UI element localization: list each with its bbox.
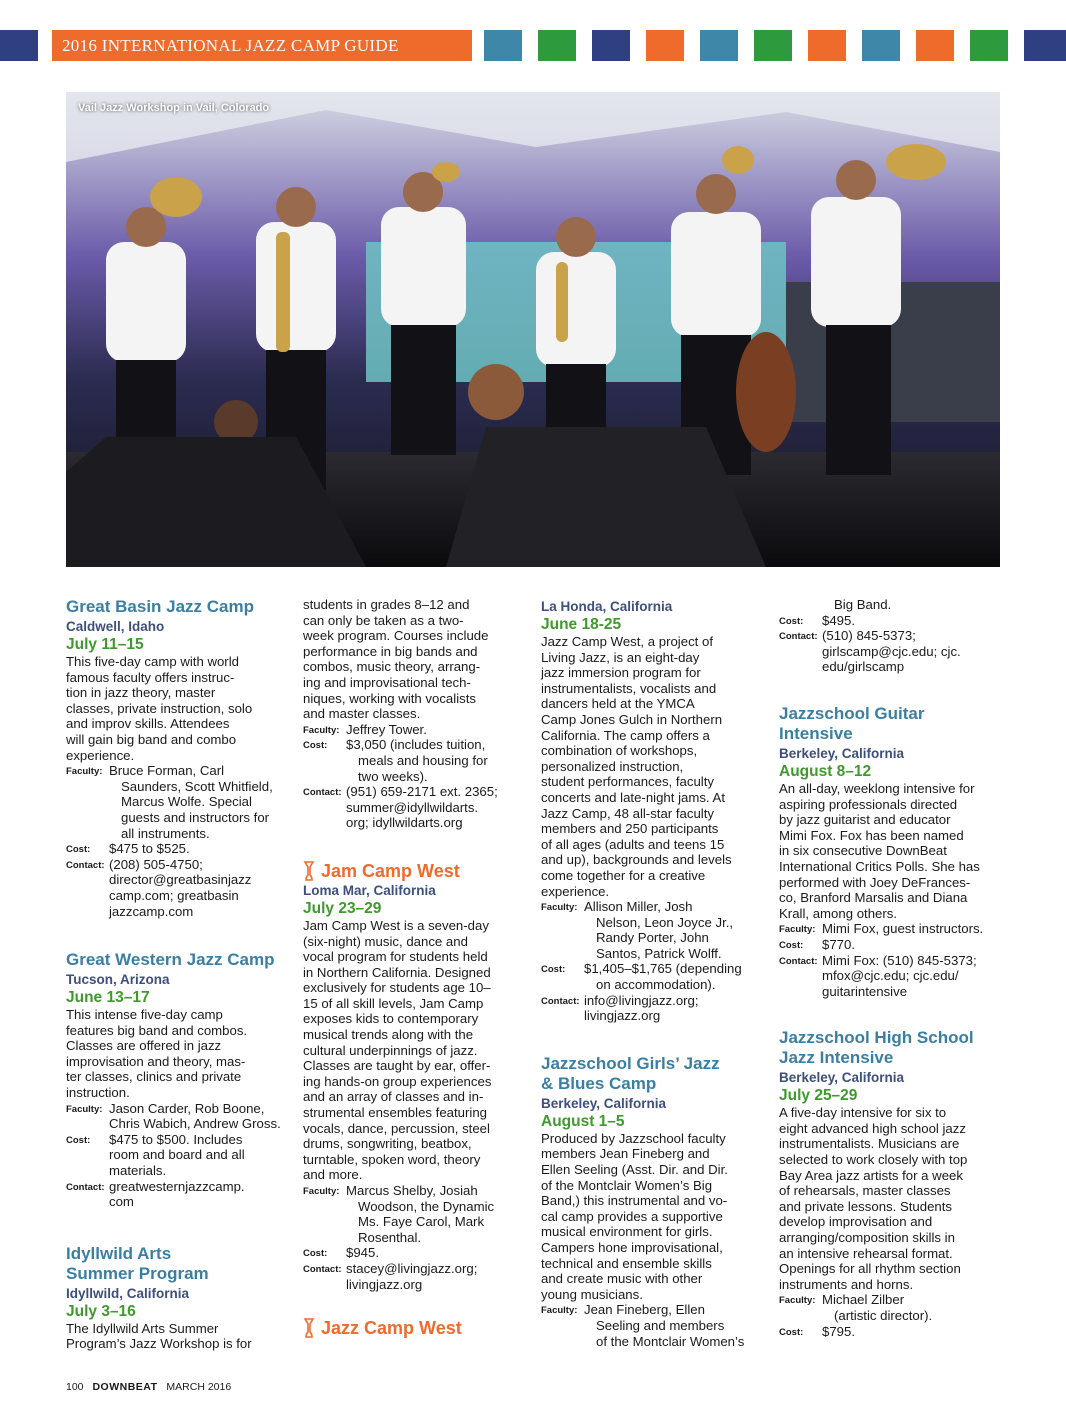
text-line: livingjazz.org — [584, 1008, 661, 1024]
text-line: Ellen Seeling (Asst. Dir. and Dir. — [541, 1162, 728, 1178]
text-line: dancers held at the YMCA — [541, 696, 695, 712]
text-line: performed with Joey DeFrances- — [779, 874, 971, 890]
text-line: selected to work closely with top — [779, 1152, 968, 1168]
spacer — [779, 999, 1001, 1028]
camp-location: Idyllwild, California — [66, 1285, 190, 1301]
text-line: Michael Zilber — [822, 1292, 905, 1308]
text-line: eight advanced high school jazz — [779, 1120, 966, 1136]
jazz-band-illustration — [66, 92, 1000, 567]
text-line: arranging/composition skills in — [779, 1230, 955, 1246]
text-line: (951) 659-2171 ext. 2365; — [346, 784, 498, 800]
text-line: Seeling and members — [596, 1317, 725, 1333]
text-line: Produced by Jazzschool faculty — [541, 1130, 726, 1146]
camp-location: Loma Mar, California — [303, 882, 436, 898]
text-line: vocals, dance, percussion, steel — [303, 1120, 490, 1136]
text-line: in Northern California. Designed — [303, 964, 491, 980]
text-line: exposes kids to contemporary — [303, 1011, 479, 1027]
page-footer — [66, 1381, 231, 1393]
camp-dates: June 18-25 — [541, 616, 622, 633]
text-line: Ms. Faye Carol, Mark — [358, 1214, 485, 1230]
text-line: (208) 505-4750; — [109, 856, 203, 872]
camp-name: Intensive — [779, 723, 853, 743]
camp-dates: August 1–5 — [541, 1112, 625, 1130]
text-line: Allison Miller, Josh — [584, 899, 693, 915]
camp-description — [66, 1007, 288, 1101]
text-line: Bay Area jazz artists for a week — [779, 1167, 963, 1183]
faculty-info — [541, 1302, 763, 1349]
text-line: classes, private instruction, solo — [66, 700, 253, 716]
camp-name: Summer Program — [66, 1263, 209, 1283]
camp-description — [66, 654, 288, 763]
contact-label: Contact: — [303, 787, 342, 799]
text-line: A five-day intensive for six to — [779, 1105, 947, 1121]
text-line: Randy Porter, John — [596, 930, 709, 946]
text-line: drums, songwriting, beatbox, — [303, 1136, 472, 1152]
camp-name-text: Jazz Camp West — [321, 1318, 462, 1339]
camp-name: Jazzschool Girls’ Jazz — [541, 1053, 720, 1073]
text-line: exclusively for students age 10– — [303, 980, 491, 996]
text-line: org; idyllwildarts.org — [346, 815, 463, 831]
text-line: com — [109, 1194, 134, 1210]
text-line: ing hands-on group experiences — [303, 1073, 492, 1089]
camp-location: La Honda, California — [541, 599, 673, 614]
spacer — [303, 1292, 525, 1318]
contact-info — [303, 784, 525, 831]
camp-name: & Blues Camp — [541, 1073, 657, 1093]
text-line: Jeffrey Tower. — [346, 721, 427, 737]
faculty-info — [541, 899, 763, 961]
text-line: come together for a creative — [541, 867, 706, 883]
text-line: and create music with other — [541, 1271, 703, 1287]
header-square-navy — [0, 30, 38, 61]
camp-description — [66, 1321, 288, 1352]
text-line: improvisation and theory, mas- — [66, 1053, 246, 1069]
text-line: famous faculty offers instruc- — [66, 669, 235, 685]
text-line: Jason Carder, Rob Boone, — [109, 1100, 265, 1116]
text-line: in six consecutive DownBeat — [779, 843, 947, 859]
text-line: cultural underpinnings of jazz. — [303, 1042, 478, 1058]
camp-name: Jazz Intensive — [779, 1048, 894, 1068]
text-line: Classes are taught by ear, offer- — [303, 1058, 491, 1074]
text-line: (510) 845-5373; — [822, 628, 916, 644]
text-line: California. The camp offers a — [541, 727, 710, 743]
contact-label: Contact: — [66, 1181, 105, 1193]
camp-name: Jazzschool High School — [779, 1028, 974, 1048]
faculty-info — [303, 722, 525, 738]
text-line: Band,) this instrumental and vo- — [541, 1193, 728, 1209]
faculty-info — [779, 921, 1001, 937]
text-line: Camp Jones Gulch in Northern — [541, 711, 723, 727]
camp-description — [541, 1131, 763, 1303]
text-line: Big Band. — [834, 597, 892, 612]
text-line: instruments and horns. — [779, 1276, 914, 1292]
text-line: and up), backgrounds and levels — [541, 852, 732, 868]
faculty-label: Faculty: — [303, 724, 340, 736]
camp-location: Tucson, Arizona — [66, 972, 170, 988]
text-line: This five-day camp with world — [66, 654, 239, 669]
text-line: aspiring professionals directed — [779, 796, 958, 812]
contact-label: Contact: — [779, 955, 818, 967]
text-line: An all-day, weeklong intensive for — [779, 780, 975, 796]
text-line: ing and improvisational tech- — [303, 674, 471, 690]
camp-name: Idyllwild Arts — [66, 1243, 172, 1263]
text-line: of all ages (adults and teens 15 — [541, 836, 725, 852]
contact-label: Contact: — [66, 859, 105, 871]
cost-label: Cost: — [303, 740, 328, 752]
header-square-orange — [808, 30, 846, 61]
text-line: info@livingjazz.org; — [584, 992, 699, 1008]
camp-dates: June 13–17 — [66, 989, 150, 1007]
faculty-label: Faculty: — [541, 902, 578, 914]
faculty-label: Faculty: — [779, 1295, 816, 1307]
header-square-navy — [592, 30, 630, 61]
text-line: meals and housing for — [358, 752, 488, 768]
contact-info — [66, 857, 288, 919]
text-line: tion in jazz theory, master — [66, 685, 216, 701]
contact-info — [303, 1261, 525, 1292]
contact-label: Contact: — [541, 995, 580, 1007]
text-line: Mimi Fox: (510) 845-5373; — [822, 952, 977, 968]
contact-label: Contact: — [779, 631, 818, 643]
text-line: combination of workshops, — [541, 743, 698, 759]
camp-name-featured — [303, 1318, 525, 1338]
cost-info — [779, 613, 1001, 629]
cost-info — [779, 937, 1001, 953]
text-line: performance in big bands and — [303, 643, 478, 659]
cost-info — [66, 841, 288, 857]
text-line: camp.com; greatbasin — [109, 887, 239, 903]
text-line: experience. — [66, 747, 135, 763]
text-line: (artistic director). — [834, 1308, 933, 1323]
column-4 — [779, 597, 1001, 1339]
text-line: Nelson, Leon Joyce Jr., — [596, 914, 734, 930]
contact-info — [66, 1179, 288, 1210]
text-line: International Critics Polls. She has — [779, 858, 980, 874]
text-line: Classes are offered in jazz — [66, 1038, 222, 1054]
text-line: Santos, Patrick Wolff. — [596, 945, 722, 961]
text-line: $1,405–$1,765 (depending — [584, 961, 742, 977]
text-line: Rosenthal. — [358, 1229, 422, 1245]
text-line: vocal program for students held — [303, 949, 488, 965]
camp-description — [303, 597, 525, 722]
text-line: by jazz guitarist and educator — [779, 812, 951, 828]
text-line: features big band and combos. — [66, 1022, 248, 1038]
text-line: experience. — [541, 883, 610, 899]
text-line: Marcus Wolfe. Special — [121, 794, 252, 810]
text-line: can only be taken as a two- — [303, 612, 464, 628]
column-3 — [541, 597, 763, 1349]
text-line: (six-night) music, dance and — [303, 933, 468, 949]
text-line: concerts and late-night jams. At — [541, 789, 725, 805]
text-line: room and board and all — [109, 1147, 245, 1163]
text-line: and improv skills. Attendees — [66, 716, 230, 732]
text-line: Mimi Fox. Fox has been named — [779, 827, 964, 843]
text-line: 15 of all skill levels, Jam Camp — [303, 995, 484, 1011]
text-line: edu/girlscamp — [822, 659, 905, 675]
spacer — [779, 675, 1001, 704]
camp-description — [541, 634, 763, 899]
camp-location: Berkeley, California — [779, 1070, 905, 1086]
text-line: This intense five-day camp — [66, 1007, 223, 1023]
header-square-green — [970, 30, 1008, 61]
faculty-label: Faculty: — [303, 1186, 340, 1197]
text-line: $3,050 (includes tuition, — [346, 737, 486, 753]
header-square-blue — [862, 30, 900, 61]
text-line: students in grades 8–12 and — [303, 597, 470, 612]
text-line: week program. Courses include — [303, 628, 489, 644]
text-line: members and 250 participants — [541, 821, 719, 837]
camp-dates: August 8–12 — [779, 762, 872, 780]
camp-location: Caldwell, Idaho — [66, 619, 165, 634]
magazine-brand: DOWNBEAT — [92, 1381, 158, 1393]
text-line: young musicians. — [541, 1286, 643, 1302]
text-line: greatwesternjazzcamp. — [109, 1178, 245, 1194]
header-square-navy — [1024, 30, 1066, 61]
text-line: strumental ensembles featuring — [303, 1105, 487, 1121]
text-line: summer@idyllwildarts. — [346, 799, 479, 815]
text-line: an intensive rehearsal format. — [779, 1245, 953, 1261]
header-square-blue — [700, 30, 738, 61]
camp-location: Berkeley, California — [541, 1095, 667, 1111]
text-line: Campers hone improvisational, — [541, 1240, 723, 1255]
header-square-orange — [916, 30, 954, 61]
issue-date: MARCH 2016 — [166, 1381, 232, 1393]
text-line: all instruments. — [121, 825, 210, 841]
text-line: Jazz Camp West, a project of — [541, 634, 713, 649]
guide-title: 2016 INTERNATIONAL JAZZ CAMP GUIDE — [52, 30, 472, 61]
camp-description — [779, 1105, 1001, 1292]
text-line: stacey@livingjazz.org; — [346, 1260, 478, 1276]
cost-label: Cost: — [303, 1248, 328, 1260]
faculty-info — [303, 1183, 525, 1245]
text-line: $475 to $500. Includes — [109, 1131, 243, 1147]
text-line: Living Jazz, is an eight-day — [541, 649, 700, 665]
header-square-blue — [484, 30, 522, 61]
text-line: will gain big band and combo — [66, 731, 237, 747]
page-number: 100 — [66, 1381, 84, 1393]
text-line: Woodson, the Dynamic — [358, 1198, 495, 1214]
text-line: develop improvisation and — [779, 1214, 933, 1230]
camp-dates: July 3–16 — [66, 1302, 136, 1320]
text-line: technical and ensemble skills — [541, 1255, 712, 1271]
text-line: girlscamp@cjc.edu; cjc. — [822, 643, 961, 659]
text-line: turntable, spoken word, theory — [303, 1151, 481, 1167]
text-line: student performances, faculty — [541, 774, 714, 790]
cost-label: Cost: — [779, 615, 804, 627]
text-line: personalized instruction, — [541, 758, 684, 774]
column-1 — [66, 597, 288, 1352]
jazz-band-photo — [66, 92, 1000, 567]
camp-name-featured — [303, 861, 525, 881]
trumpet-icon — [303, 1318, 315, 1338]
camp-dates: July 11–15 — [66, 636, 144, 653]
text-line: and more. — [303, 1167, 363, 1183]
cost-info — [779, 1324, 1001, 1340]
faculty-info — [66, 763, 288, 841]
camp-description — [303, 918, 525, 1183]
spacer — [66, 919, 288, 950]
text-line: Chris Wabich, Andrew Gross. — [109, 1116, 281, 1132]
faculty-info-continued — [779, 597, 1001, 613]
faculty-label: Faculty: — [66, 766, 103, 778]
cost-label: Cost: — [541, 964, 566, 976]
text-line: Krall, among others. — [779, 905, 898, 921]
text-line: Bruce Forman, Carl — [109, 763, 225, 779]
text-line: livingjazz.org — [346, 1276, 423, 1292]
text-line: Jam Camp West is a seven-day — [303, 917, 489, 933]
cost-info — [303, 1245, 525, 1261]
text-line: The Idyllwild Arts Summer — [66, 1320, 219, 1336]
text-line: Jazz Camp, 48 all-star faculty — [541, 805, 714, 821]
text-line: and an array of classes and in- — [303, 1089, 484, 1105]
header-bar — [0, 30, 1066, 61]
text-line: instrumentalists. Musicians are — [779, 1136, 960, 1152]
text-line: $475 to $525. — [109, 841, 190, 857]
cost-info — [541, 961, 763, 992]
column-2 — [303, 597, 525, 1338]
text-line: director@greatbasinjazz — [109, 872, 252, 888]
text-line: of rehearsals, master classes — [779, 1183, 951, 1199]
text-line: two weeks). — [358, 768, 428, 784]
text-line: Marcus Shelby, Josiah — [346, 1183, 478, 1198]
text-line: $495. — [822, 612, 856, 628]
cost-info — [66, 1132, 288, 1179]
camp-location: Berkeley, California — [779, 745, 905, 761]
trumpet-icon — [303, 861, 315, 881]
text-line: mfox@cjc.edu; cjc.edu/ — [822, 968, 959, 984]
text-line: co, Branford Marsalis and Diana — [779, 890, 968, 906]
text-line: musical trends along with the — [303, 1027, 474, 1043]
cost-label: Cost: — [779, 1326, 804, 1338]
text-line: on accommodation). — [596, 977, 716, 993]
text-line: materials. — [109, 1163, 167, 1179]
faculty-label: Faculty: — [541, 1305, 578, 1317]
text-line: guitarintensive — [822, 983, 908, 999]
text-line: combos, music theory, arrang- — [303, 659, 481, 675]
cost-label: Cost: — [66, 844, 91, 856]
header-square-orange — [646, 30, 684, 61]
faculty-info — [66, 1101, 288, 1132]
text-line: $795. — [822, 1323, 856, 1339]
text-line: and private lessons. Students — [779, 1198, 953, 1214]
spacer — [66, 1210, 288, 1244]
cost-info — [303, 737, 525, 784]
faculty-label: Faculty: — [66, 1103, 103, 1115]
camp-name-text: Jam Camp West — [321, 860, 460, 881]
header-square-green — [754, 30, 792, 61]
faculty-label: Faculty: — [779, 924, 816, 936]
contact-info — [541, 993, 763, 1024]
contact-info — [779, 953, 1001, 1000]
text-line: Program’s Jazz Workshop is for — [66, 1336, 252, 1352]
text-line: jazz immersion program for — [541, 665, 701, 681]
text-line: niques, working with vocalists — [303, 690, 476, 706]
camp-name: Great Western Jazz Camp — [66, 950, 275, 970]
text-line: of the Montclair Women’s — [596, 1333, 745, 1349]
spacer — [541, 1024, 763, 1054]
text-line: members Jean Fineberg and — [541, 1146, 710, 1162]
cost-label: Cost: — [66, 1134, 91, 1146]
text-line: ter classes, clinics and private — [66, 1069, 242, 1085]
spacer — [303, 831, 525, 861]
faculty-info — [779, 1292, 1001, 1323]
text-line: guests and instructors for — [121, 809, 270, 825]
camp-dates: July 25–29 — [779, 1087, 858, 1105]
contact-info — [779, 628, 1001, 675]
text-line: instruction. — [66, 1085, 130, 1101]
text-line: of the Montclair Women’s Big — [541, 1177, 713, 1193]
camp-name: Jazzschool Guitar — [779, 703, 925, 723]
text-line: jazzcamp.com — [109, 903, 194, 919]
photo-caption: Vail Jazz Workshop in Vail, Colorado — [78, 102, 270, 114]
text-line: Mimi Fox, guest instructors. — [822, 921, 984, 937]
header-square-green — [538, 30, 576, 61]
text-line: instrumentalists, vocalists and — [541, 680, 717, 696]
text-line: and master classes. — [303, 706, 421, 722]
text-line: cal camp provides a supportive — [541, 1208, 723, 1224]
camp-description — [779, 781, 1001, 921]
camp-dates: July 23–29 — [303, 899, 382, 917]
text-line: $770. — [822, 936, 856, 952]
text-line: musical environment for girls. — [541, 1224, 713, 1240]
camp-name: Great Basin Jazz Camp — [66, 597, 255, 616]
text-line: Openings for all rhythm section — [779, 1261, 961, 1277]
contact-label: Contact: — [303, 1263, 342, 1275]
cost-label: Cost: — [779, 939, 804, 951]
text-line: Jean Fineberg, Ellen — [584, 1302, 705, 1318]
text-line: $945. — [346, 1245, 380, 1261]
text-line: Saunders, Scott Whitfield, — [121, 778, 273, 794]
